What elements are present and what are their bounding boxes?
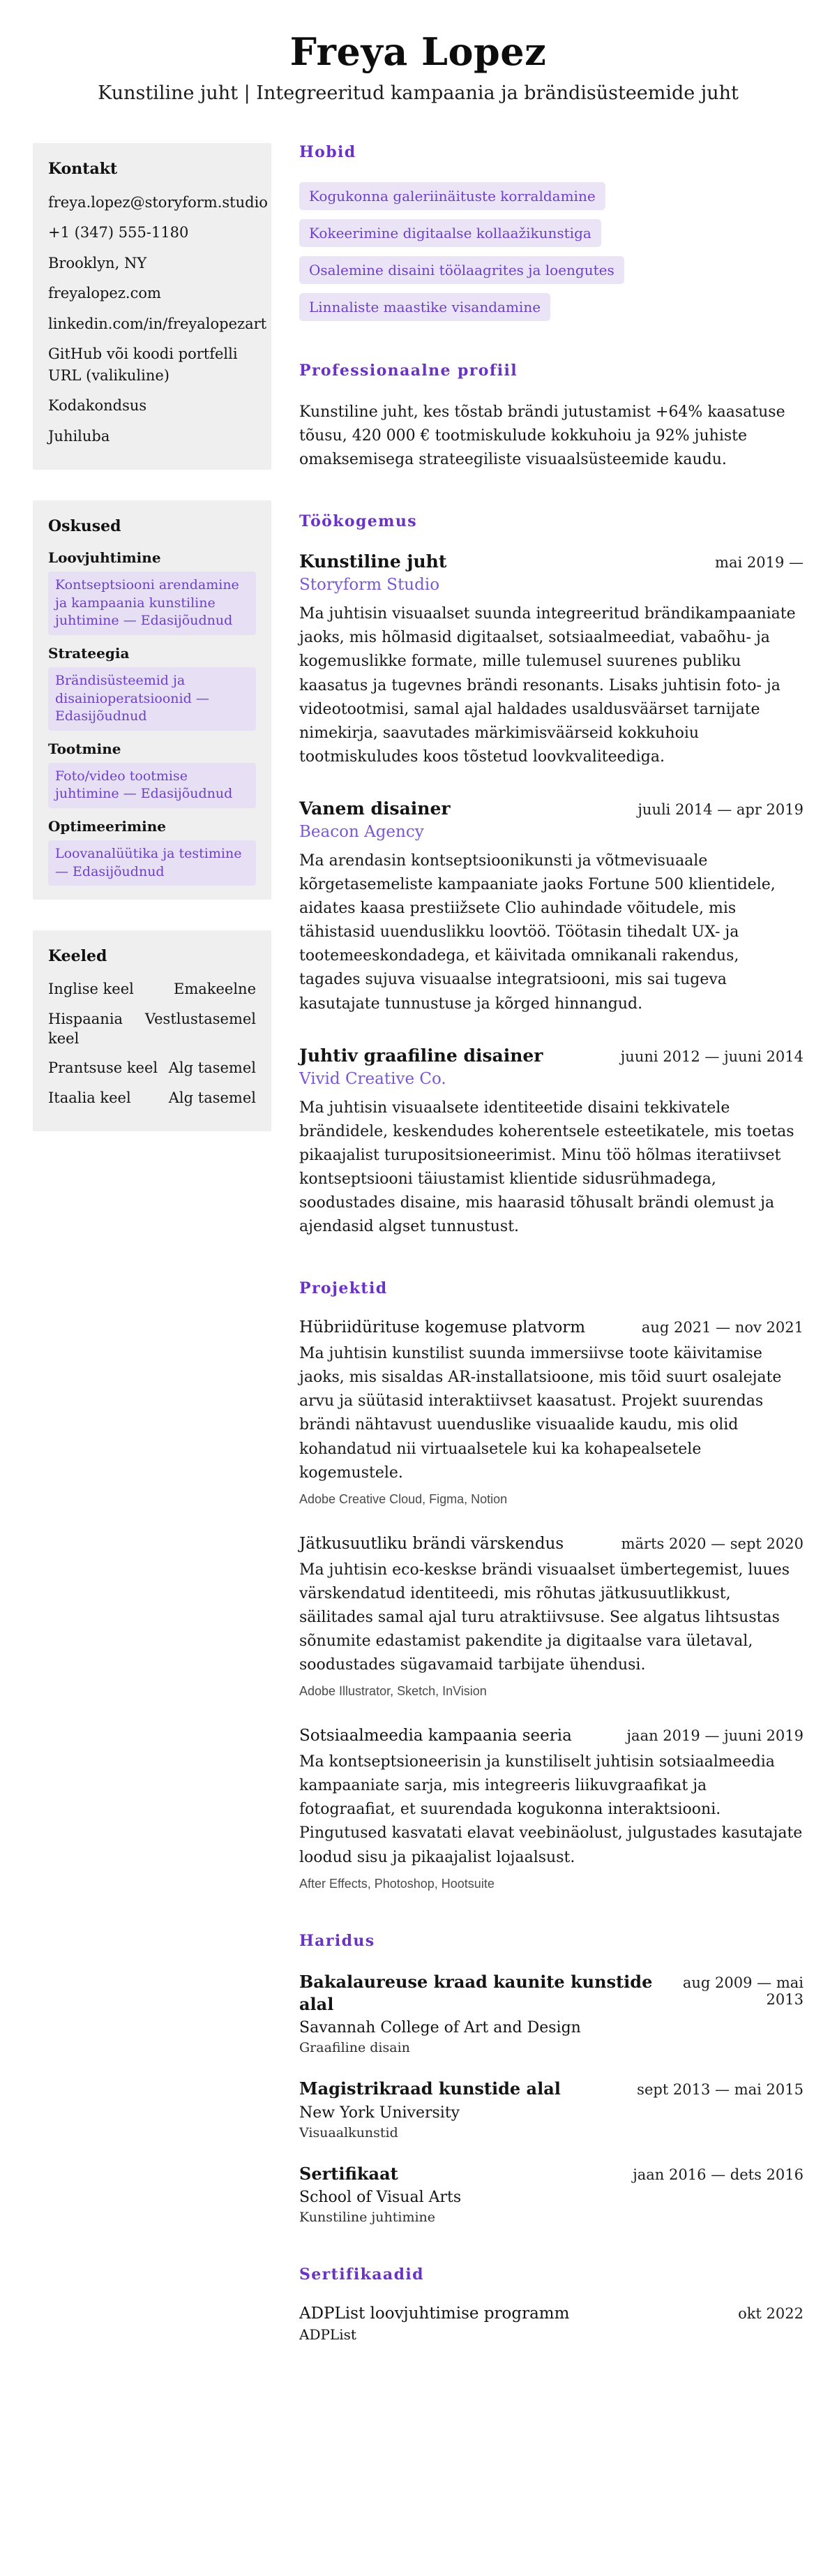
skill-group-strategy — [48, 645, 256, 731]
project-date: jaan 2019 — juuni 2019 — [626, 1727, 804, 1745]
language-name: Prantsuse keel — [48, 1059, 158, 1077]
hobby-pill: Kogukonna galeriinäituste korraldamine — [299, 182, 605, 210]
certification-header — [299, 2305, 804, 2323]
degree-title: Magistrikraad kunstide alal — [299, 2078, 561, 2099]
education-header — [299, 2078, 804, 2100]
education-header — [299, 2163, 804, 2185]
contact-linkedin[interactable]: linkedin.com/in/freyalopezart — [48, 315, 267, 332]
language-level: Vestlustasemel — [144, 1010, 256, 1027]
project-description: Ma kontseptsioneerisin ja kunstiliselt juhtisin sotsiaalmeedia kampaaniate sarja, mis integreeris liikuvgraafikat ja fotograafiat, et suurendada kogukonna interaktsiooni. Pingutused kasvatati elavat veebinäolust, julgustades kasutajate loodud sisu ja pikaajalist lojaalsust. — [299, 1753, 803, 1866]
project-title: Hübriidürituse kogemuse platvorm — [299, 1318, 586, 1337]
language-name: Inglise keel — [48, 981, 134, 998]
person-headline: Kunstiline juht | Integreeritud kampaania ja brändisüsteemide juht — [98, 82, 739, 104]
education-entry — [299, 1971, 804, 2056]
language-name: Itaalia keel — [48, 1089, 131, 1106]
education-entry — [299, 2078, 804, 2140]
project-tools: Adobe Creative Cloud, Figma, Notion — [299, 1491, 508, 1506]
field-of-study: Kunstiline juhtimine — [299, 2210, 436, 2226]
education-date: aug 2009 — mai 2013 — [682, 1974, 804, 2008]
project-entry — [299, 1318, 804, 1507]
language-name: Hispaania keel — [48, 1010, 123, 1048]
contact-citizenship: Kodakondsus — [48, 397, 147, 415]
project-description: Ma juhtisin eco-keskse brändi visuaalset ümbertegemist, luues värskendatud identiteedi, mis rõhutas jätkusuutlikkust, säilitades samal ajal turu atraktiivsuse. See algatus lihtsustas sõnumite edastamist pakendite ja digitaalse vara ületaval, soodustades sügavamaid tarbijate ühendusi. — [299, 1561, 790, 1674]
job-date: mai 2019 — — [715, 554, 804, 572]
job-entry — [299, 1045, 804, 1239]
skills-section — [33, 500, 271, 900]
project-header — [299, 1727, 804, 1745]
language-row — [48, 1009, 256, 1049]
language-row — [48, 1058, 256, 1078]
hobby-pill: Osalemine disaini töölaagrites ja loengutes — [299, 256, 624, 284]
language-level: Alg tasemel — [168, 1089, 256, 1106]
education-section — [299, 1932, 804, 2226]
education-heading: Haridus — [299, 1931, 375, 1950]
main-content — [299, 143, 804, 2383]
contact-email[interactable]: freya.lopez@storyform.studio — [48, 194, 268, 211]
project-header — [299, 1535, 804, 1553]
projects-section — [299, 1279, 804, 1891]
education-date: jaan 2016 — dets 2016 — [633, 2166, 804, 2183]
job-description: Ma juhtisin visuaalset suunda integreeritud brändikampaaniate jaoks, mis hõlmasid digitaalset, sotsiaalmeediat, vabaõhu- ja kogemuslikke formate, mille tulemusel suurenes publiku kaasatus ja tugevnes brändi resonants. Lisaks juhtisin foto- ja videotootmisi, samal ajal haldades usaldusväärset tarnijate nimekirja, saavutades märkimisväärseid kokkuhoiu tootmiskuludes koos tõstetud loovkvaliteediga. — [299, 605, 796, 766]
contact-drivers-license: Juhiluba — [48, 427, 110, 445]
skill-group-production — [48, 740, 256, 808]
certification-name: ADPList loovjuhtimise programm — [299, 2305, 570, 2323]
experience-section — [299, 512, 804, 1239]
job-description: Ma juhtisin visuaalsete identiteetide disaini tekkivatele brändidele, keskendudes koherentsele esteetikatele, mis toetas pikaajalist turupositsioneerimist. Minu töö hõlmas iteratiivset kontseptsiooni täiustamist klientide sidusrühmadega, soodustades disaine, mis haarasid tõhusalt brändi olemust ja ajendasid algset tunnustust. — [299, 1099, 794, 1236]
job-entry — [299, 798, 804, 1016]
profile-section — [299, 362, 804, 472]
project-description: Ma juhtisin kunstilist suunda immersiivse toote käivitamise jaoks, mis sisaldas AR-installatsioone, mis tõid suurt osalejate arvu ja süütasid interaktiivset kaasatust. Projekt suurendas brändi nähtavust uuenduslike visuaalide kaudu, mis olid kohandatud nii virtuaalsetele kui ka kohapealsetele kogemustele. — [299, 1345, 782, 1482]
project-entry — [299, 1727, 804, 1891]
job-title: Juhtiv graafiline disainer — [299, 1045, 543, 1066]
hobby-pill: Linnaliste maastike visandamine — [299, 293, 550, 321]
skill-pill: Brändisüsteemid ja disainioperatsioonid — Edasijõudnud — [48, 667, 256, 731]
content-columns — [33, 143, 804, 2383]
education-date: sept 2013 — mai 2015 — [637, 2081, 804, 2099]
education-header — [299, 1971, 804, 2016]
language-row — [48, 979, 256, 999]
certifications-heading: Sertifikaadid — [299, 2265, 424, 2284]
skill-group-name: Strateegia — [48, 644, 130, 662]
certification-entry — [299, 2305, 804, 2343]
project-title: Jätkusuutliku brändi värskendus — [299, 1534, 564, 1553]
hobby-pill: Kokeerimine digitaalse kollaažikunstiga — [299, 219, 601, 247]
project-entry — [299, 1535, 804, 1699]
education-entry — [299, 2163, 804, 2225]
degree-title: Sertifikaat — [299, 2163, 398, 2184]
project-date: märts 2020 — sept 2020 — [621, 1535, 804, 1552]
company-link[interactable]: Storyform Studio — [299, 576, 440, 595]
job-description: Ma arendasin kontseptsioonikunsti ja võtmevisuaale kõrgetasemeliste kampaaniate jaoks Fortune 500 klientidele, aidates kaasa prestiižsete Clio auhindade võitudele, mis tähistasid uuenduslikku loovtöö. Töötasin tihedalt UX- ja tootemeeskondadega, et käivitada omnikanali rakendus, tagades sujuva visuaalse integratsiooni, mis sai tugeva kasutajate tunnustuse ja kõrged hinnangud. — [299, 851, 776, 1013]
skill-pill: Foto/video tootmise juhtimine — Edasijõudnud — [48, 763, 256, 808]
project-tools: Adobe Illustrator, Sketch, InVision — [299, 1684, 487, 1699]
projects-heading: Projektid — [299, 1279, 388, 1298]
resume-header — [33, 29, 804, 104]
experience-heading: Töökogemus — [299, 512, 418, 531]
language-level: Alg tasemel — [168, 1059, 256, 1077]
contact-website[interactable]: freyalopez.com — [48, 285, 161, 302]
hobbies-heading: Hobid — [299, 143, 356, 161]
job-title: Kunstiline juht — [299, 551, 447, 572]
contact-heading: Kontakt — [48, 160, 118, 178]
language-row — [48, 1088, 256, 1108]
company-link[interactable]: Beacon Agency — [299, 822, 424, 841]
project-tools: After Effects, Photoshop, Hootsuite — [299, 1876, 495, 1891]
language-level: Emakeelne — [173, 981, 256, 998]
certifications-section — [299, 2265, 804, 2343]
profile-heading: Professionaalne profiil — [299, 362, 518, 380]
project-header — [299, 1318, 804, 1337]
job-entry — [299, 551, 804, 769]
profile-text: Kunstiline juht, kes tõstab brändi jutustamist +64% kaasatuse tõusu, 420 000 € tootmiskulude kokkuhoiu ja 92% juhiste omaksemisega strateegiliste visuaalsüsteemide kaudu. — [299, 403, 785, 469]
school-name: Savannah College of Art and Design — [299, 2019, 581, 2037]
job-header — [299, 551, 804, 572]
skill-group-name: Optimeerimine — [48, 818, 167, 835]
skill-group-creative-direction — [48, 549, 256, 635]
skill-group-name: Tootmine — [48, 740, 121, 757]
project-title: Sotsiaalmeedia kampaania seeria — [299, 1727, 572, 1745]
skills-heading: Oskused — [48, 516, 121, 535]
job-date: juuni 2012 — juuni 2014 — [620, 1048, 804, 1065]
field-of-study: Graafiline disain — [299, 2040, 410, 2056]
languages-heading: Keeled — [48, 947, 107, 966]
sidebar — [33, 143, 271, 1131]
job-header — [299, 1045, 804, 1066]
hobbies-section — [299, 143, 804, 321]
field-of-study: Visuaalkunstid — [299, 2124, 398, 2141]
certification-date: okt 2022 — [738, 2305, 804, 2323]
job-header — [299, 798, 804, 819]
school-name: School of Visual Arts — [299, 2189, 462, 2207]
skill-pill: Kontseptsiooni arendamine ja kampaania kunstiline juhtimine — Edasijõudnud — [48, 572, 256, 635]
contact-section — [33, 143, 271, 470]
skill-group-optimization — [48, 818, 256, 886]
job-title: Vanem disainer — [299, 798, 451, 819]
languages-section — [33, 930, 271, 1131]
contact-phone: +1 (347) 555-1180 — [48, 224, 189, 241]
job-date: juuli 2014 — apr 2019 — [638, 801, 804, 818]
project-date: aug 2021 — nov 2021 — [641, 1319, 804, 1337]
skill-group-name: Loovjuhtimine — [48, 549, 161, 566]
contact-location: Brooklyn, NY — [48, 254, 147, 271]
certification-org: ADPList — [299, 2326, 356, 2344]
contact-github-placeholder: GitHub või koodi portfelli URL (valikuline) — [48, 345, 238, 384]
school-name: New York University — [299, 2104, 460, 2122]
degree-title: Bakalaureuse kraad kaunite kunstide alal — [299, 1971, 653, 2015]
company-link[interactable]: Vivid Creative Co. — [299, 1069, 446, 1088]
hobbies-list — [299, 182, 804, 321]
skill-pill: Loovanalüütika ja testimine — Edasijõudnud — [48, 840, 256, 886]
person-name: Freya Lopez — [289, 29, 547, 74]
